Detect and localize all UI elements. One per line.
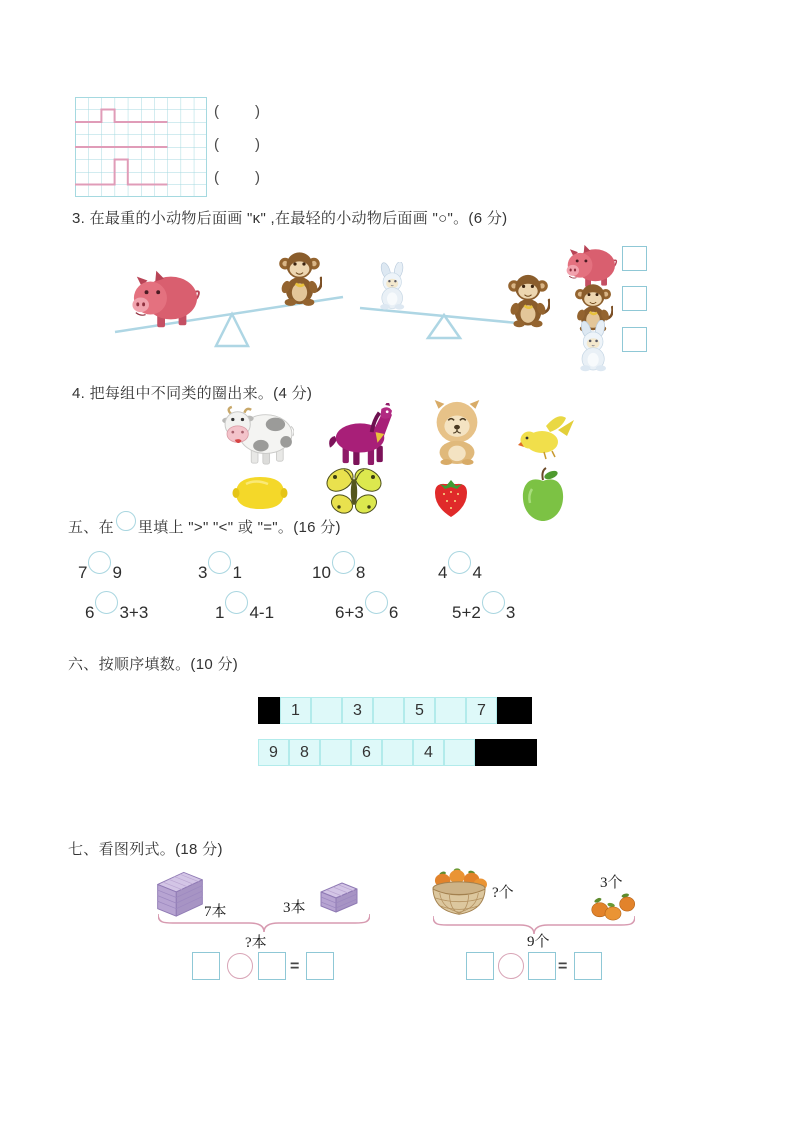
monkey-icon [277, 250, 322, 306]
comparison-left-value: 5+2 [452, 603, 481, 622]
q3-title: 3. 在最重的小动物后面画 "κ" ,在最轻的小动物后面画 "○"。(6 分) [72, 210, 508, 227]
comparison-right-value: 9 [112, 563, 122, 582]
q5-inline-circle-icon [116, 511, 136, 531]
butterfly-icon[interactable] [323, 461, 385, 521]
bird-icon[interactable] [518, 412, 576, 464]
comparison-right-value: 4-1 [249, 603, 275, 622]
fruits-total-label: 9个 [527, 934, 550, 950]
sequence-cell-blank[interactable] [444, 739, 475, 766]
equation-operator-circle[interactable] [498, 953, 524, 979]
sequence-cell: 6 [351, 739, 382, 766]
books-left-label: 7本 [204, 904, 227, 920]
number-sequence-row-1 [258, 697, 532, 724]
equation-box[interactable] [192, 952, 220, 980]
comparison-right-value: 3+3 [119, 603, 149, 622]
equation-box[interactable] [466, 952, 494, 980]
equation-box[interactable] [574, 952, 602, 980]
equals-sign: = [558, 958, 568, 975]
equation-box[interactable] [528, 952, 556, 980]
comparison-right-value: 4 [472, 563, 482, 582]
sequence-cell: 5 [404, 697, 435, 724]
answer-bracket[interactable] [214, 103, 260, 120]
grid-figure [75, 97, 207, 197]
comparison-left-value: 10 [312, 563, 331, 582]
comparison-left-value: 6 [85, 603, 95, 622]
comparison-right-value: 1 [232, 563, 242, 582]
comparison-left-value: 7 [78, 563, 88, 582]
comparison-answer-circle[interactable] [225, 591, 248, 614]
monkey-icon [506, 272, 550, 328]
sequence-cell-blank[interactable] [373, 697, 404, 724]
comparison-answer-circle[interactable] [332, 551, 355, 574]
comparison-left-value: 1 [215, 603, 225, 622]
sequence-cell-blank[interactable] [311, 697, 342, 724]
sequence-cell-blank[interactable] [382, 739, 413, 766]
bracket-close: ) [255, 136, 260, 153]
comparison-left-value: 6+3 [335, 603, 364, 622]
comparison-item [215, 600, 274, 623]
books-stack-icon [152, 864, 208, 918]
number-sequence-row-2 [258, 739, 537, 766]
sequence-cell-black [506, 739, 537, 766]
equation-operator-circle[interactable] [227, 953, 253, 979]
bracket-close: ) [255, 169, 260, 186]
comparison-left-value: 4 [438, 563, 448, 582]
comparison-item [78, 560, 122, 583]
sequence-cell-black [258, 697, 280, 724]
comparison-answer-circle[interactable] [448, 551, 471, 574]
loose-fruits-label: 3个 [600, 875, 623, 891]
cow-icon[interactable] [222, 405, 294, 467]
comparison-right-value: 3 [505, 603, 516, 622]
comparison-answer-circle[interactable] [365, 591, 388, 614]
sequence-cell: 3 [342, 697, 373, 724]
books-right-label: 3本 [283, 900, 306, 916]
equation-box[interactable] [306, 952, 334, 980]
q3-answer-box-pig[interactable] [622, 246, 647, 271]
sequence-cell: 1 [280, 697, 311, 724]
comparison-answer-circle[interactable] [95, 591, 118, 614]
sequence-cell: 9 [258, 739, 289, 766]
bracket-open: ( [214, 169, 219, 186]
lemon-icon[interactable] [232, 470, 288, 516]
books-total-label: ?本 [245, 935, 267, 951]
horse-icon[interactable] [327, 403, 395, 467]
comparison-item [85, 600, 148, 623]
strawberry-icon[interactable] [431, 477, 471, 519]
path-length-grid [75, 97, 207, 197]
sequence-cell-blank[interactable] [320, 739, 351, 766]
dog-icon[interactable] [424, 399, 490, 465]
q4-title: 4. 把每组中不同类的圈出来。(4 分) [72, 385, 313, 402]
q6-title: 六、按顺序填数。(10 分) [68, 656, 239, 673]
q3-answer-box-rabbit[interactable] [622, 327, 647, 352]
sequence-cell-black [475, 739, 506, 766]
sequence-cell-black [497, 697, 532, 724]
sequence-cell: 7 [466, 697, 497, 724]
basket-label: ?个 [492, 885, 514, 901]
comparison-left-value: 3 [198, 563, 208, 582]
q5-title-suffix: 里填上 ">" "<" 或 "="。(16 分) [137, 519, 341, 536]
q3-answer-box-monkey[interactable] [622, 286, 647, 311]
comparison-item [438, 560, 482, 583]
q7-title: 七、看图列式。(18 分) [68, 841, 223, 858]
q5-title-prefix: 五、在 [68, 519, 114, 536]
comparison-right-value: 8 [355, 563, 366, 582]
comparison-right-value: 6 [388, 603, 399, 622]
sequence-cell: 4 [413, 739, 444, 766]
comparison-item [452, 600, 515, 623]
rabbit-icon [374, 262, 412, 310]
rabbit-icon [576, 320, 612, 372]
fruit-basket-icon [430, 866, 490, 920]
sequence-cell: 8 [289, 739, 320, 766]
equation-box[interactable] [258, 952, 286, 980]
sequence-cell-blank[interactable] [435, 697, 466, 724]
comparison-answer-circle[interactable] [482, 591, 505, 614]
comparison-item [335, 600, 398, 623]
bracket-open: ( [214, 136, 219, 153]
answer-bracket[interactable] [214, 136, 260, 153]
q5-title [68, 516, 341, 537]
comparison-item [312, 560, 365, 583]
comparison-item [198, 560, 242, 583]
comparison-answer-circle[interactable] [208, 551, 231, 574]
equals-sign: = [290, 958, 300, 975]
bracket-close: ) [255, 103, 260, 120]
bracket-open: ( [214, 103, 219, 120]
pig-icon [130, 266, 200, 332]
apple-icon[interactable] [518, 467, 568, 523]
answer-bracket[interactable] [214, 169, 260, 186]
comparison-answer-circle[interactable] [88, 551, 111, 574]
